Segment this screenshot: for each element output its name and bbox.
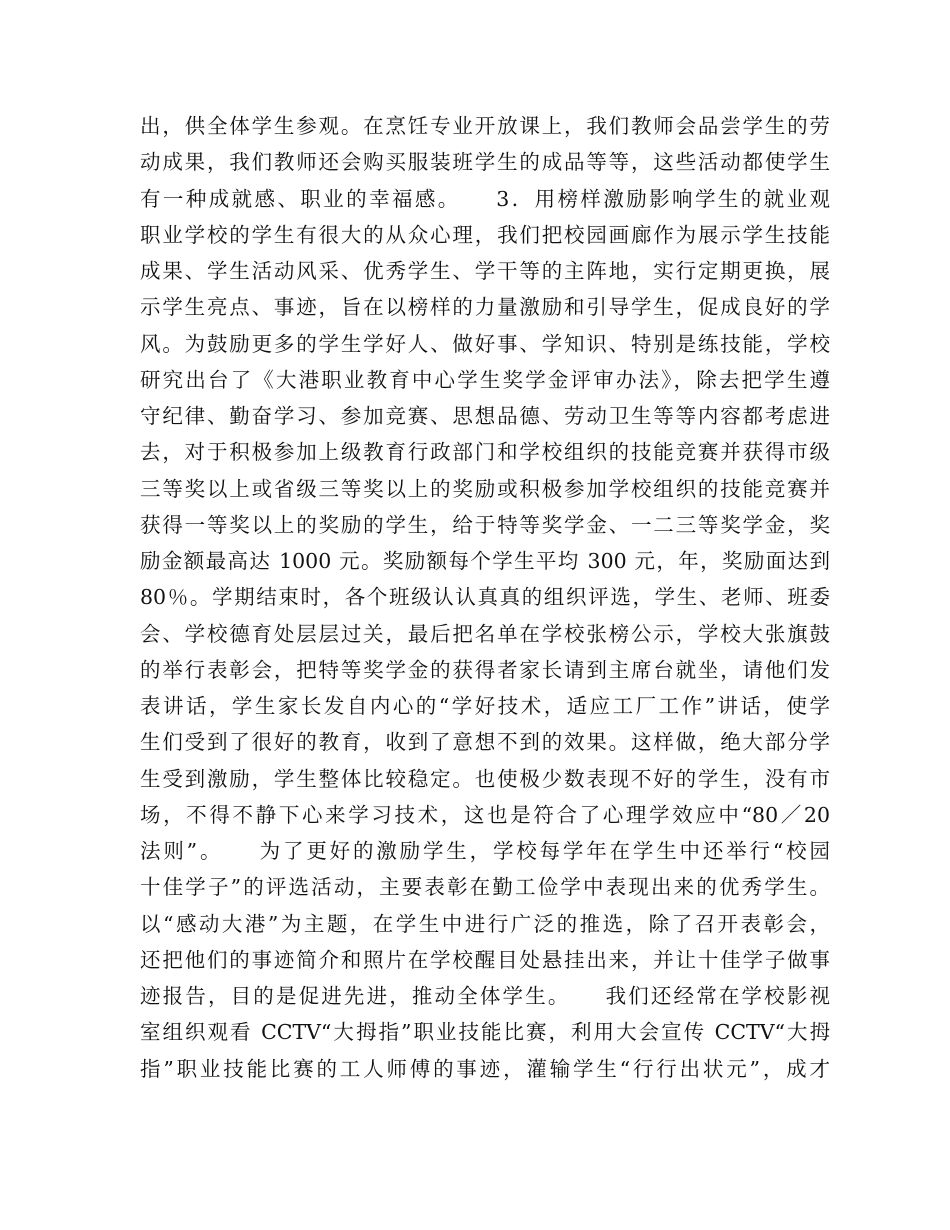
text-line: 守纪律、勤奋学习、参加竞赛、思想品德、劳动卫生等等内容都考虑进 bbox=[140, 404, 830, 428]
text-line: 还把他们的事迹简介和照片在学校醒目处悬挂出来，并让十佳学子做事 bbox=[140, 947, 830, 972]
text-line: 有一种成就感、职业的幸福感。 3．用榜样激励影响学生的就业观 bbox=[140, 186, 830, 211]
text-line: 会、学校德育处层层过关，最后把名单在学校张榜公示，学校大张旗鼓 bbox=[140, 621, 830, 646]
text-line: 生们受到了很好的教育，收到了意想不到的效果。这样做，绝大部分学 bbox=[140, 730, 830, 755]
text-line: 去，对于积极参加上级教育行政部门和学校组织的技能竞赛并获得市级 bbox=[140, 440, 830, 465]
text-line: 十佳学子”的评选活动，主要表彰在勤工俭学中表现出来的优秀学生。 bbox=[140, 875, 830, 900]
text-line: 成果、学生活动风采、优秀学生、学干等的主阵地，实行定期更换，展 bbox=[140, 259, 830, 283]
text-line: 表讲话，学生家长发自内心的“学好技术，适应工厂工作”讲话，使学 bbox=[140, 694, 830, 718]
text-line: 风。为鼓励更多的学生学好人、做好事、学知识、特别是练技能，学校 bbox=[140, 331, 830, 356]
text-line: 三等奖以上或省级三等奖以上的奖励或积极参加学校组织的技能竞赛并 bbox=[140, 476, 830, 501]
text-line: 的举行表彰会，把特等奖学金的获得者家长请到主席台就坐，请他们发 bbox=[140, 657, 830, 682]
text-line: 动成果，我们教师还会购买服装班学生的成品等等，这些活动都使学生 bbox=[140, 150, 830, 175]
text-line: 示学生亮点、事迹，旨在以榜样的力量激励和引导学生，促成良好的学 bbox=[140, 295, 830, 320]
text-line: 80％。学期结束时，各个班级认认真真的组织评选，学生、老师、班委 bbox=[140, 585, 830, 610]
text-line: 职业学校的学生有很大的从众心理，我们把校园画廊作为展示学生技能 bbox=[140, 222, 830, 247]
text-line: 以“感动大港”为主题，在学生中进行广泛的推选，除了召开表彰会， bbox=[140, 911, 830, 936]
text-line: 生受到激励，学生整体比较稳定。也使极少数表现不好的学生，没有市 bbox=[140, 766, 830, 791]
text-line: 迹报告，目的是促进先进，推动全体学生。 我们还经常在学校影视 bbox=[140, 984, 830, 1008]
text-line: 室组织观看 CCTV“大拇指”职业技能比赛，利用大会宣传 CCTV“大拇 bbox=[140, 1020, 830, 1045]
text-line: 研究出台了《大港职业教育中心学生奖学金评审办法》，除去把学生遵 bbox=[140, 367, 830, 392]
text-line: 出，供全体学生参观。在烹饪专业开放课上，我们教师会品尝学生的劳 bbox=[140, 114, 830, 138]
text-line: 场，不得不静下心来学习技术，这也是符合了心理学效应中“80／20 bbox=[140, 802, 830, 827]
text-line: 指”职业技能比赛的工人师傅的事迹，灌输学生“行行出状元”，成才 bbox=[140, 1056, 830, 1081]
text-line: 励金额最高达 1000 元。奖励额每个学生平均 300 元，年，奖励面达到 bbox=[140, 549, 830, 573]
body-text bbox=[140, 108, 830, 1087]
text-line: 法则”。 为了更好的激励学生，学校每学年在学生中还举行“校园 bbox=[140, 839, 830, 863]
text-line: 获得一等奖以上的奖励的学生，给于特等奖学金、一二三等奖学金，奖 bbox=[140, 512, 830, 537]
